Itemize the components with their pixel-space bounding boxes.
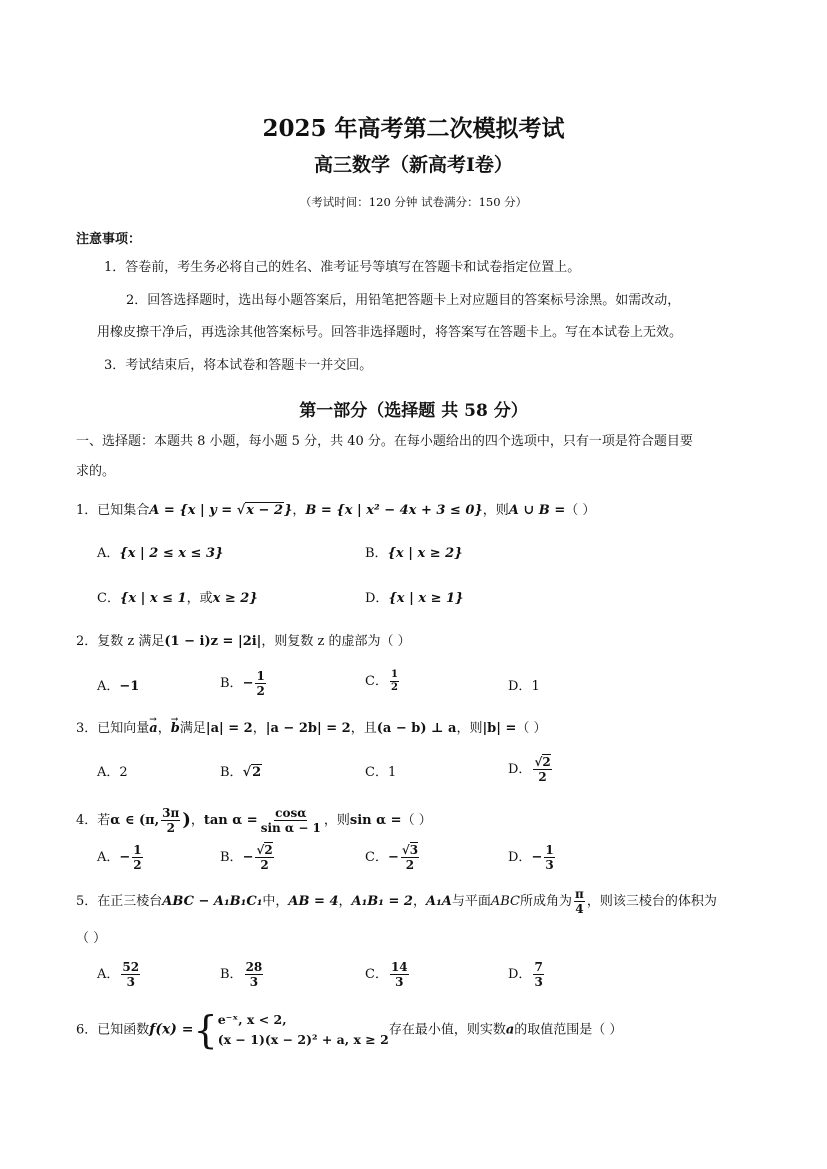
question-number: 3． (76, 721, 98, 736)
section-instruction-line-2: 求的。 (76, 464, 116, 479)
question-3-option-d (508, 755, 554, 784)
denominator: 2 (538, 770, 547, 784)
question-2-option-c (365, 669, 401, 694)
section-instruction-line-1: 一、选择题：本题共 8 小题，每小题 5 分，共 40 分。在每小题给出的四个选项中，只有一项是符合题目要 (76, 434, 693, 449)
option-label: A． (97, 679, 120, 694)
answer-paren: （ ） (401, 813, 432, 828)
option-label: C． (97, 591, 120, 606)
question-4-option-c (365, 843, 421, 872)
question-5-option-d (508, 960, 546, 989)
denominator: 3 (545, 858, 554, 872)
fraction (255, 843, 273, 872)
piece-1: e⁻ˣ, x < 2, (217, 1012, 287, 1027)
numerator: 1 (133, 843, 142, 857)
comma: ， (190, 813, 204, 828)
set-a-prefix: A = {x | y = (149, 503, 237, 518)
question-number: 5． (76, 894, 98, 909)
option-label: B． (220, 967, 243, 982)
question-1-option-a (97, 544, 223, 564)
stem-text: 存在最小值，则实数 (388, 1022, 506, 1038)
left-brace: { (193, 1008, 218, 1052)
piecewise-definition (218, 1010, 389, 1050)
function-name: f(x) = (149, 1021, 194, 1038)
option-label: B． (220, 765, 243, 780)
answer-paren: （ ） (565, 503, 596, 518)
target-expression: |b| = (482, 721, 517, 736)
question-number: 6． (76, 1022, 98, 1038)
question-1-stem (76, 501, 595, 521)
numerator: 3π (162, 806, 180, 820)
numerator: cosα (275, 806, 307, 820)
fraction (401, 843, 419, 872)
denominator: 2 (256, 684, 265, 698)
edge-a1b1: A₁B₁ = 2 (351, 894, 413, 909)
stem-text: 所成角为 (520, 894, 573, 909)
exam-info: （考试时间：120 分钟 试卷满分：150 分） (299, 195, 528, 209)
question-2-option-a (97, 677, 139, 697)
frustum-name: ABC − A₁B₁C₁ (162, 894, 263, 909)
radicand: 2 (264, 843, 273, 857)
question-4-stem (76, 806, 432, 835)
option-label: C． (365, 674, 388, 689)
numerator: 1 (545, 843, 554, 857)
interval-open: α ∈ (π, (110, 813, 160, 828)
fraction (132, 843, 142, 872)
stem-text: ，则复数 z 的虚部为（ ） (261, 634, 411, 649)
question-2-stem (76, 632, 411, 652)
comma: ， (338, 894, 352, 909)
set-a-close: } (284, 503, 293, 518)
fraction (245, 960, 264, 989)
numerator: √2 (534, 755, 551, 769)
denominator: 2 (260, 858, 269, 872)
minus-sign: − (531, 850, 543, 865)
question-5-stem (76, 887, 717, 916)
question-5-option-b (220, 960, 265, 989)
option-label: A． (97, 765, 120, 780)
question-1-option-c (97, 589, 258, 609)
stem-text: 在正三棱台 (97, 894, 163, 909)
option-label: B． (365, 546, 388, 561)
stem-text: 若 (97, 813, 111, 828)
option-value: {x | x ≥ 1} (388, 591, 464, 606)
fraction (121, 960, 140, 989)
denominator: 3 (126, 975, 135, 989)
question-5-option-a (97, 960, 142, 989)
denominator: 2 (405, 858, 415, 872)
numerator: √3 (401, 843, 419, 857)
option-value: {x | x ≤ 1 (119, 591, 187, 606)
denominator: 4 (575, 902, 584, 916)
option-value: x ≥ 2} (212, 591, 258, 606)
option-value: {x | x ≥ 2} (387, 546, 463, 561)
denominator: 3 (249, 975, 259, 989)
condition-3: (a − b) ⊥ a (376, 721, 457, 736)
vector-b: → b (171, 719, 180, 739)
numerator: 1 (256, 669, 265, 683)
fraction (533, 960, 543, 989)
set-b: B = {x | x² − 4x + 3 ≤ 0} (305, 503, 483, 518)
stem-text: ，且 (350, 721, 377, 736)
fraction (533, 755, 551, 784)
denominator: 2 (133, 858, 142, 872)
question-6-stem (76, 1010, 622, 1050)
option-value: 2 (119, 765, 128, 780)
numerator: π (575, 887, 584, 901)
minus-sign: − (119, 850, 131, 865)
comma: ， (252, 721, 266, 736)
option-label: A． (97, 546, 120, 561)
question-5-option-c (365, 960, 411, 989)
option-label: C． (365, 765, 388, 780)
option-label: D． (508, 967, 532, 982)
option-label: A． (97, 850, 120, 865)
minus-sign: − (242, 850, 254, 865)
sqrt-expression: √x − 2 (236, 503, 284, 518)
fraction (255, 669, 265, 698)
question-3-option-a (97, 763, 128, 783)
paper-title: 2025 年高考第二次模拟考试 (262, 115, 565, 142)
option-label: B． (220, 850, 243, 865)
option-label: D． (365, 591, 389, 606)
numerator: 28 (245, 960, 263, 974)
question-4-option-d (508, 843, 557, 872)
piece-2: (x − 1)(x − 2)² + a, x ≥ 2 (217, 1032, 389, 1047)
numerator: 1 (390, 669, 398, 680)
edge-ab: AB = 4 (288, 894, 339, 909)
vector-a: → a (149, 719, 157, 739)
stem-text: 已知集合 (97, 503, 150, 518)
complex-equation: (1 − i)z = |2i| (164, 634, 262, 649)
stem-text: 中， (262, 894, 289, 909)
numerator: 14 (390, 960, 408, 974)
note-item-2-line-2: 用橡皮擦干净后，再选涂其他答案标号。回答非选择题时，将答案写在答题卡上。写在本试卷上无效。 (97, 325, 683, 340)
question-1-option-d (365, 589, 463, 609)
union-expression: A ∪ B = (508, 503, 566, 518)
radicand: 2 (542, 755, 551, 769)
question-2-option-d (508, 677, 540, 697)
question-3-option-c (365, 763, 396, 783)
note-item-1: 1．答卷前，考生务必将自己的姓名、准考证号等填写在答题卡和试卷指定位置上。 (104, 260, 581, 275)
stem-text: 已知向量 (97, 721, 150, 736)
question-4-option-a (97, 843, 145, 872)
target-expression: sin α = (349, 813, 402, 828)
minus-sign: − (387, 850, 399, 865)
denominator: sin α − 1 (260, 821, 321, 835)
tan-expression: tan α = (203, 813, 258, 828)
fraction (390, 669, 399, 694)
sqrt-expression: √2 (242, 765, 262, 780)
denominator: 2 (390, 682, 398, 693)
denominator: 3 (395, 975, 404, 989)
numerator: 52 (122, 960, 140, 974)
option-label: A． (97, 967, 120, 982)
note-item-2-line-1: 2．回答选择题时，选出每小题答案后，用铅笔把答题卡上对应题目的答案标号涂黑。如需改动， (126, 293, 681, 308)
denominator: 3 (534, 975, 543, 989)
option-text: ，或 (186, 591, 213, 606)
comma: ， (292, 503, 306, 518)
radicand: x − 2 (246, 503, 284, 518)
option-value: 1 (387, 765, 397, 780)
denominator: 2 (166, 821, 175, 835)
section-title: 第一部分（选择题 共 58 分） (299, 401, 528, 421)
condition-1: |a| = 2 (205, 721, 253, 736)
comma: ， (412, 894, 426, 909)
numerator: 7 (534, 960, 543, 974)
question-number: 4． (76, 813, 98, 828)
question-4-option-b (220, 843, 276, 872)
edge-a1a: A₁A (425, 894, 452, 909)
option-label: C． (365, 850, 388, 865)
option-value: {x | 2 ≤ x ≤ 3} (119, 546, 224, 561)
interval-close: ) (182, 809, 191, 831)
comma: ， (157, 721, 171, 736)
question-number: 1． (76, 503, 98, 518)
question-3-option-b (220, 763, 262, 783)
fraction (574, 887, 585, 916)
stem-text: ，则 (456, 721, 483, 736)
numerator: √2 (256, 843, 273, 857)
question-number: 2． (76, 634, 98, 649)
parameter-a: a (505, 1022, 515, 1038)
fraction (390, 960, 409, 989)
stem-text: 复数 z 满足 (97, 634, 165, 649)
condition-2: |a − 2b| = 2 (265, 721, 351, 736)
question-1-option-b (365, 544, 463, 564)
option-label: D． (508, 679, 532, 694)
radicand: 2 (252, 765, 262, 780)
stem-text: 与平面 (451, 894, 491, 909)
paper-subtitle: 高三数学（新高考I卷） (314, 154, 513, 176)
question-5-paren: （ ） (76, 931, 107, 946)
option-label: B． (220, 676, 243, 691)
stem-text: 的取值范围是（ ） (514, 1022, 623, 1038)
stem-text: ，则 (323, 813, 350, 828)
stem-text: 满足 (179, 721, 206, 736)
option-value: 1 (531, 679, 540, 694)
question-2-option-b (220, 669, 268, 698)
fraction (544, 843, 554, 872)
radicand: 3 (409, 843, 419, 857)
option-label: D． (508, 762, 532, 777)
plane-abc: ABC (490, 894, 521, 909)
answer-paren: （ ） (516, 721, 547, 736)
fraction (161, 806, 180, 835)
stem-text: 已知函数 (97, 1022, 150, 1038)
minus-sign: − (242, 676, 254, 691)
option-label: D． (508, 850, 532, 865)
question-3-stem (76, 719, 547, 739)
option-value: −1 (119, 679, 140, 694)
stem-text: ，则该三棱台的体积为 (586, 894, 717, 909)
option-label: C． (365, 967, 388, 982)
fraction (260, 806, 322, 835)
stem-text: ，则 (482, 503, 509, 518)
note-item-3: 3．考试结束后，将本试卷和答题卡一并交回。 (104, 358, 373, 373)
notes-heading: 注意事项： (76, 232, 142, 247)
